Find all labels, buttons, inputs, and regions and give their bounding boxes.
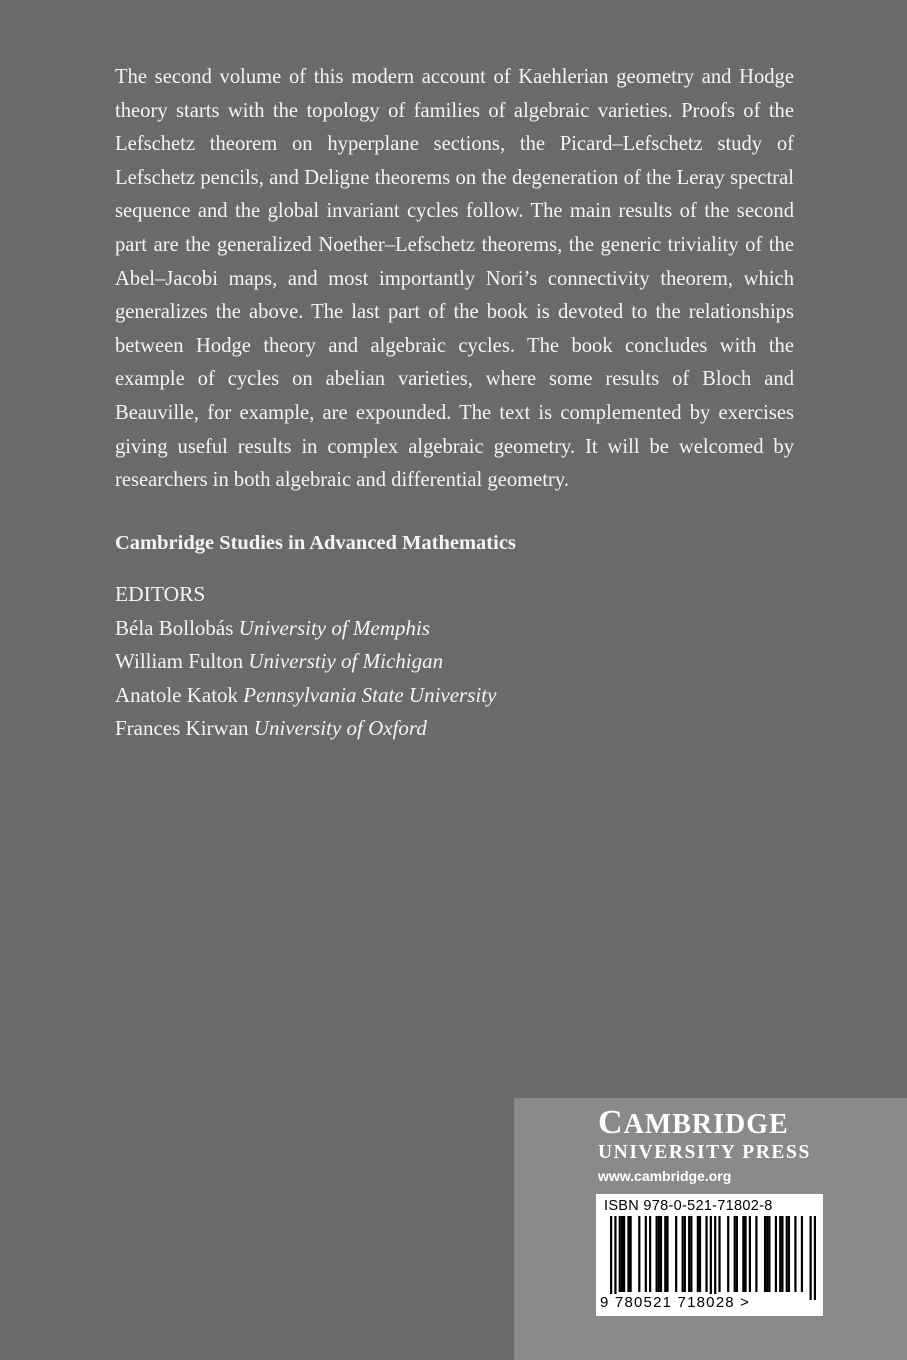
barcode-bar [779, 1216, 781, 1292]
editor-affiliation: University of Oxford [253, 716, 427, 740]
barcode-bar [658, 1216, 660, 1292]
barcode-bar [664, 1216, 666, 1292]
barcode-bar [675, 1216, 677, 1292]
barcode-bar [690, 1216, 692, 1292]
editors-heading: EDITORS [115, 582, 206, 606]
barcode-bar [699, 1216, 701, 1292]
barcode-bar [744, 1216, 746, 1292]
barcode-bar [781, 1216, 783, 1292]
publisher-url: www.cambridge.org [598, 1168, 732, 1184]
editor-entry [115, 679, 496, 713]
editor-affiliation: Universtiy of Michigan [248, 649, 444, 673]
barcode-bars [610, 1216, 816, 1300]
publisher-subname: UNIVERSITY PRESS [598, 1142, 811, 1163]
barcode-bar [727, 1216, 729, 1292]
barcode-bar [660, 1216, 662, 1292]
publisher-name-initial: C [598, 1104, 624, 1141]
barcode-bar [794, 1216, 796, 1292]
barcode-bar [764, 1216, 766, 1292]
barcode-bar [734, 1216, 736, 1292]
barcode-bar [627, 1216, 629, 1292]
barcode-bar [638, 1216, 640, 1292]
editors-section [115, 578, 496, 746]
barcode-bar [697, 1216, 699, 1292]
barcode-bar [755, 1216, 757, 1292]
editor-name: William Fulton [115, 649, 244, 673]
isbn-label: ISBN 978-0-521-71802-8 [604, 1198, 773, 1214]
editor-entry [115, 612, 496, 646]
barcode-bar [788, 1216, 790, 1292]
barcode-bar [645, 1216, 647, 1292]
barcode-bar [775, 1216, 777, 1292]
editor-name: Frances Kirwan [115, 716, 249, 740]
editor-name: Anatole Katok [115, 682, 239, 707]
barcode-bar [705, 1216, 707, 1292]
publisher-name-rest: AMBRIDGE [623, 1109, 789, 1140]
barcode-bar [786, 1216, 788, 1292]
barcode-bar [749, 1216, 751, 1292]
barcode-bar [736, 1216, 738, 1292]
editor-entry [115, 712, 496, 746]
barcode-bar [688, 1216, 690, 1292]
barcode-bar [656, 1216, 658, 1292]
editor-name: Béla Bollobás [115, 615, 234, 640]
series-title: Cambridge Studies in Advanced Mathematics [115, 532, 516, 554]
barcode-bar [621, 1216, 623, 1292]
barcode-bar [801, 1216, 803, 1292]
publisher-panel [514, 1098, 907, 1360]
publisher-logo [598, 1104, 789, 1142]
barcode-bar [610, 1216, 612, 1300]
barcode-bar [666, 1216, 668, 1292]
editor-affiliation: Pennsylvania State University [243, 682, 497, 707]
barcode-bar [766, 1216, 768, 1292]
back-cover-blurb: The second volume of this modern account of Kaehlerian geometry and Hodge theory starts with the topology of families of algebraic varieties. Proofs of the Lefschetz theorem on hyperplane sections, the Picard–Lefschetz study of Lefschetz pencils, and Deligne theorems on the degeneration of the Leray spectral sequence and the global invariant cycles follow. The main results of the second part are the generalized Noether–Lefschetz theorems, the generic triviality of the Abel–Jacobi maps, and most importantly Nori’s connectivity theorem, which generalizes the above. The last part of the book is devoted to the relationships between Hodge theory and algebraic cycles. The book concludes with the example of cycles on abelian varieties, where some results of Bloch and Beauville, for example, are expounded. The text is complemented by exercises giving useful results in complex algebraic geometry. It will be welcomed by researchers in both algebraic and differential geometry. [115, 66, 794, 492]
barcode-bar [718, 1216, 720, 1292]
barcode-bar [742, 1216, 744, 1292]
barcode-bar [630, 1216, 632, 1292]
barcode-bar [682, 1216, 684, 1292]
barcode-bar [768, 1216, 770, 1292]
barcode-bar [623, 1216, 625, 1292]
editor-affiliation: University of Memphis [238, 615, 430, 640]
barcode-bar [809, 1216, 811, 1300]
barcode-bar [649, 1216, 651, 1292]
editor-entry [115, 645, 496, 679]
barcode-bar [619, 1216, 621, 1292]
barcode-digits: 9 780521 718028 > [600, 1294, 751, 1311]
barcode-box [596, 1194, 823, 1316]
barcode-bar [710, 1216, 712, 1300]
barcode-bar [684, 1216, 686, 1292]
barcode-bar [714, 1216, 716, 1300]
barcode-bar [814, 1216, 816, 1300]
barcode-bar [614, 1216, 616, 1300]
